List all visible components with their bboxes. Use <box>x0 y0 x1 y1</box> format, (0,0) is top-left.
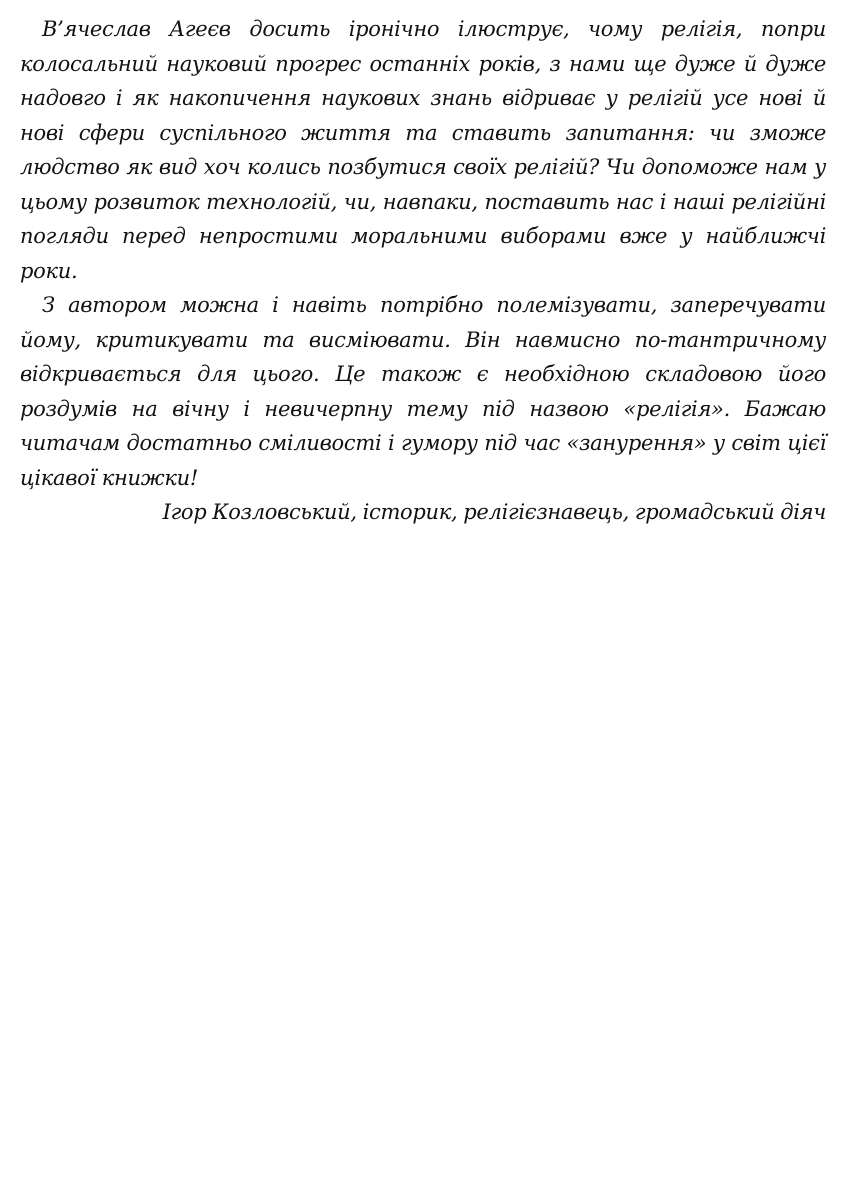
author-signature: Ігор Козловський, історик, релігієзнавець, громадський діяч <box>162 500 826 524</box>
document-page <box>20 12 826 530</box>
paragraph-2: З автором можна і навіть потрібно полемізувати, заперечувати йому, критикувати та висміювати. Він навмисно по-тантричному відкривається для цього. Це також є необхідною складовою його роздумів на вічну і невичерпну тему під назвою «релігія». Бажаю читачам достатньо сміливості і гумору під час «занурення» у світ цієї цікавої книжки! <box>20 293 826 490</box>
paragraph-1: В’ячеслав Агеєв досить іронічно ілюструє, чому релігія, попри колосальний науковий прогрес останніх років, з нами ще дуже й дуже надовго і як накопичення наукових знань відриває у релігій усе нові й нові сфери суспільного життя та ставить запитання: чи зможе людство як вид хоч колись позбутися своїх релігій? Чи допоможе нам у цьому розвиток технологій, чи, навпаки, поставить нас і наші релігійні погляди перед непростими моральними виборами вже у найближчі роки. <box>20 17 826 283</box>
